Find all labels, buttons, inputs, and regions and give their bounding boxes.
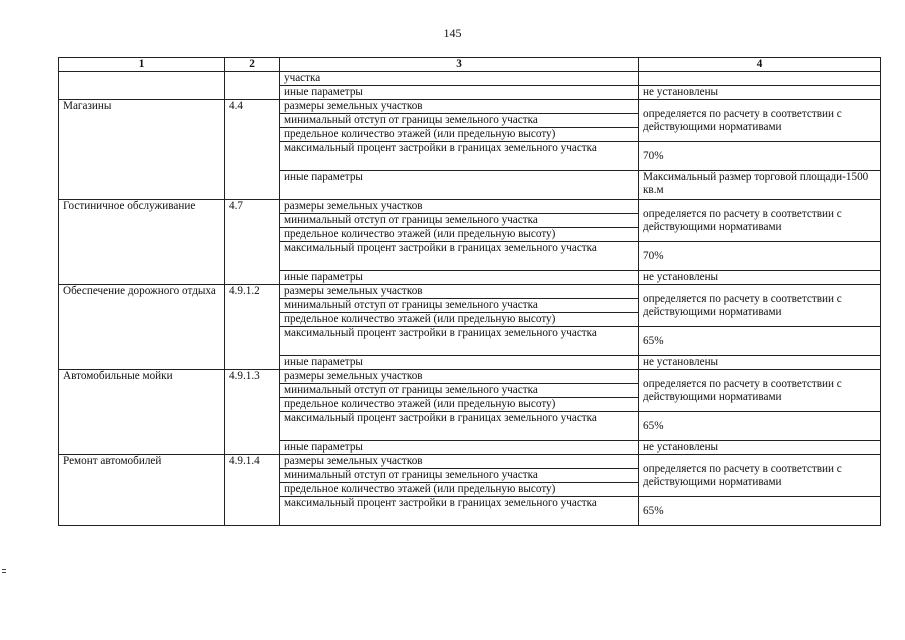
param-cell: максимальный процент застройки в границах земельного участка [280,497,639,526]
param-cell: предельное количество этажей (или предельную высоту) [280,313,639,327]
value-cell [639,72,881,86]
param-cell: минимальный отступ от границы земельного участка [280,469,639,483]
margin-mark [2,569,6,573]
header-col-2: 2 [225,58,280,72]
param-cell: максимальный процент застройки в границах земельного участка [280,412,639,441]
param-cell: иные параметры [280,271,639,285]
norm-cell: определяется по расчету в соответствии с действующими нормативами [639,370,881,412]
percent-cell: 65% [639,327,881,356]
param-cell: минимальный отступ от границы земельного участка [280,299,639,313]
param-cell: размеры земельных участков [280,100,639,114]
header-col-4: 4 [639,58,881,72]
param-cell: минимальный отступ от границы земельного участка [280,384,639,398]
param-cell: минимальный отступ от границы земельного участка [280,214,639,228]
param-cell: максимальный процент застройки в границах земельного участка [280,242,639,271]
regulations-table [58,57,881,526]
param-cell: размеры земельных участков [280,200,639,214]
param-cell: иные параметры [280,356,639,370]
use-name: Гостиничное обслуживание [59,200,225,285]
use-code: 4.7 [225,200,280,285]
norm-cell: определяется по расчету в соответствии с действующими нормативами [639,455,881,497]
percent-cell: 70% [639,242,881,271]
use-code: 4.9.1.4 [225,455,280,526]
percent-cell: 65% [639,497,881,526]
use-name: Магазины [59,100,225,200]
header-row [59,58,881,72]
page-number: 145 [443,26,462,40]
param-cell: иные параметры [280,441,639,455]
param-cell: участка [280,72,639,86]
param-cell: предельное количество этажей (или предельную высоту) [280,228,639,242]
table-row [59,200,881,214]
param-cell: минимальный отступ от границы земельного участка [280,114,639,128]
param-cell: размеры земельных участков [280,455,639,469]
table-row [59,455,881,469]
norm-cell: определяется по расчету в соответствии с действующими нормативами [639,100,881,142]
use-code: 4.4 [225,100,280,200]
use-name [59,72,225,100]
value-cell: не установлены [639,86,881,100]
param-cell: предельное количество этажей (или предельную высоту) [280,398,639,412]
param-cell: иные параметры [280,86,639,100]
table-row [59,72,881,86]
norm-cell: определяется по расчету в соответствии с действующими нормативами [639,200,881,242]
use-name: Обеспечение дорожного отдыха [59,285,225,370]
table-row [59,100,881,114]
other-cell: не установлены [639,271,881,285]
param-cell: предельное количество этажей (или предельную высоту) [280,128,639,142]
param-cell: иные параметры [280,171,639,200]
percent-cell: 70% [639,142,881,171]
norm-cell: определяется по расчету в соответствии с действующими нормативами [639,285,881,327]
use-name: Ремонт автомобилей [59,455,225,526]
param-cell: размеры земельных участков [280,285,639,299]
other-cell: Максимальный размер торговой площади-1500 кв.м [639,171,881,200]
use-code: 4.9.1.3 [225,370,280,455]
header-col-1: 1 [59,58,225,72]
use-code: 4.9.1.2 [225,285,280,370]
use-code [225,72,280,100]
percent-cell: 65% [639,412,881,441]
param-cell: размеры земельных участков [280,370,639,384]
param-cell: предельное количество этажей (или предельную высоту) [280,483,639,497]
table-row [59,285,881,299]
use-name: Автомобильные мойки [59,370,225,455]
param-cell: максимальный процент застройки в границах земельного участка [280,327,639,356]
other-cell: не установлены [639,356,881,370]
other-cell: не установлены [639,441,881,455]
param-cell: максимальный процент застройки в границах земельного участка [280,142,639,171]
table-row [59,370,881,384]
header-col-3: 3 [280,58,639,72]
